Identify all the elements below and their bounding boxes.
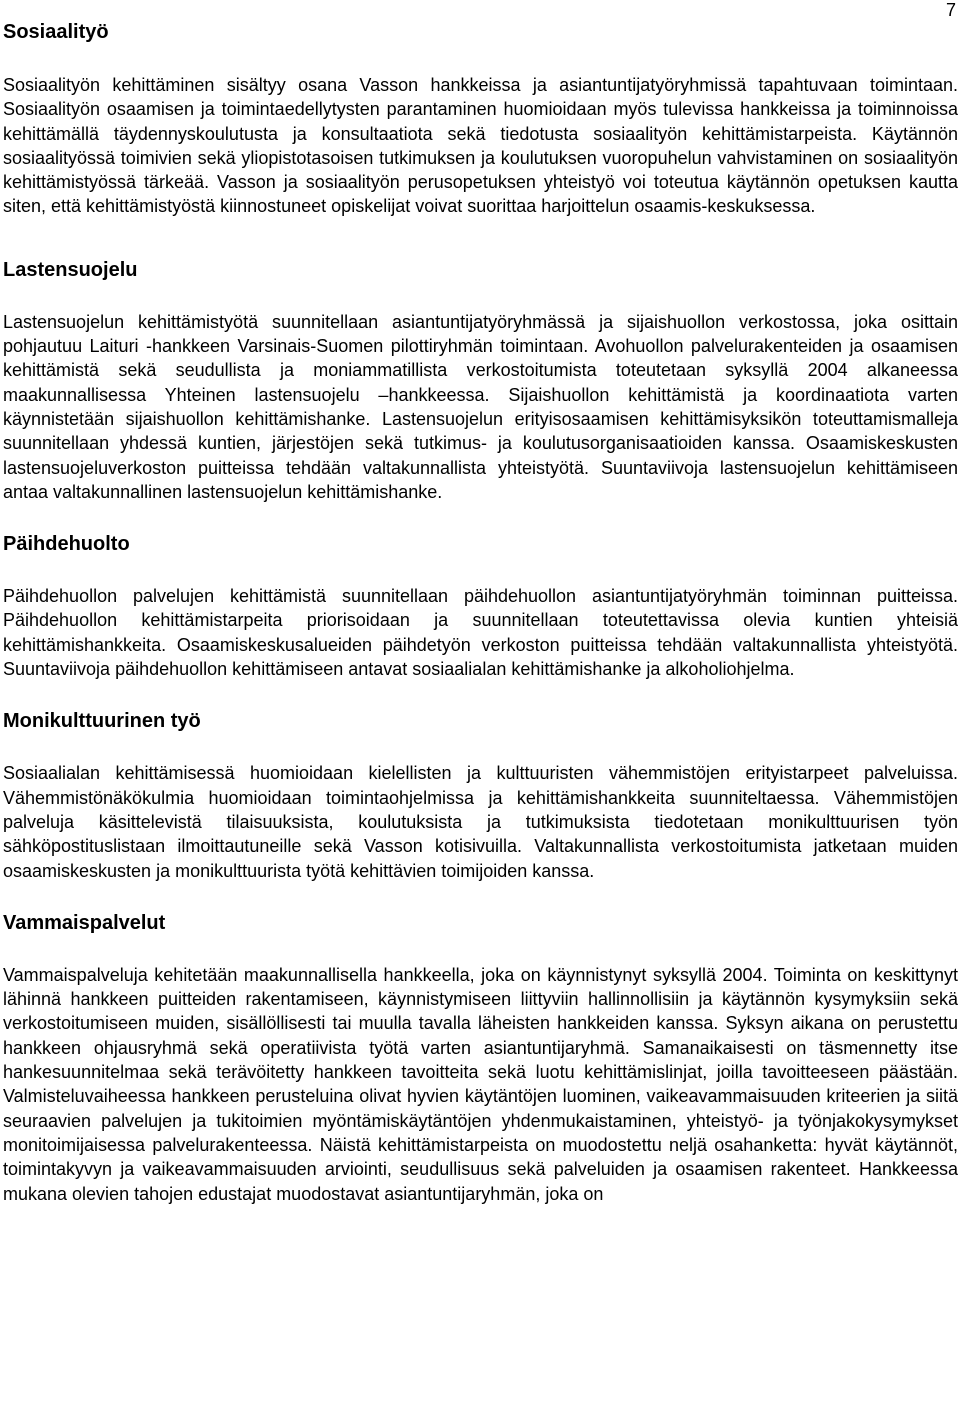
- section-lastensuojelu: [3, 258, 958, 504]
- document-content: [3, 18, 958, 1206]
- section-heading: Vammaispalvelut: [3, 911, 166, 934]
- section-sosiaalityo: [3, 20, 958, 219]
- section-paihdehuolto: [3, 532, 958, 681]
- section-paragraph: Lastensuojelun kehittämistyötä suunnitellaan asiantuntijatyöryhmässä ja sijaishuollon verkostossa, joka osittain pohjautuu Laituri -hankkeen Varsinais-Suomen pilottiryhmän toimintaan. Avohuollon palvelurakenteiden ja osaamisen kehittämistä sekä seudullista ja moniammatillista verkostoitumista toteutetaan syksyllä 2004 alkaneessa maakunnallisessa Yhteinen lastensuojelu –hankkeessa. Sijaishuollon kehittämistä ja koordinaatiota varten käynnistetään sijaishuollon kehittämishanke. Lastensuojelun erityisosaamisen kehittämisyksikön toteuttamismalleja suunnitellaan yhdessä kuntien, järjestöjen sekä tutkimus- ja koulutusorganisaatioiden kanssa. Osaamiskeskusten lastensuojeluverkoston puitteissa tehdään valtakunnallista yhteistyötä. Suuntaviivoja lastensuojelun kehittämiseen antaa valtakunnallinen lastensuojelun kehittämishanke.: [3, 311, 958, 502]
- section-vammaispalvelut: [3, 911, 958, 1206]
- section-paragraph: Vammaispalveluja kehitetään maakunnallisella hankkeella, joka on käynnistynyt syksyllä 2004. Toiminta on keskittynyt lähinnä hankkeen puitteiden rakentamiseen, käynnistymiseen liittyviin hallinnollisiin ja käytännön kysymyksiin sekä verkostoitumiseen muiden, sisällöllisesti tai muulla tavalla läheisten hankkeiden kanssa. Syksyn aikana on perustettu hankkeen ohjausryhmä sekä operatiivista työtä varten asiantuntijaryhmä. Samanaikaisesti on täsmennetty itse hankesuunnitelmaa sekä terävöitetty hankkeen tavoitteita sekä luotu kehittämislinjat, joilla tavoitteeseen päästään. Valmisteluvaiheessa hankkeen perusteluina olivat hyvien käytäntöjen luominen, vaikeavammaisuuden kriteerien ja siitä seuraavien palvelujen ja tukitoimien myöntämiskäytäntöjen yhdenmukaistaminen, yhteistyö- ja työnjakokysymykset monitoimijaisessa palvelurakenteessa. Näistä kehittämistarpeista on muodostettu neljä osahanketta: hyvät käytännöt, toimintakyvyn ja vaikeavammaisuuden arviointi, seudullisuus sekä palveluiden ja osaamisen rakenteet. Hankkeessa mukana olevien tahojen edustajat muodostavat asiantuntijaryhmän, joka on: [3, 964, 958, 1204]
- page-number: 7: [945, 0, 956, 20]
- section-paragraph: Sosiaalialan kehittämisessä huomioidaan kielellisten ja kulttuuristen vähemmistöjen erityistarpeet palveluissa. Vähemmistönäkökulmia huomioidaan toimintaohjelmissa ja kehittämishankkeita suunniteltaessa. Vähemmistöjen palveluja käsittelevistä tilaisuuksista, koulutuksista ja tutkimuksista tiedotetaan monikulttuurisen työn sähköpostituslistaan ilmoittautuneille sekä Vasson kotisivuilla. Valtakunnallista verkostoitumista jatketaan muiden osaamiskeskusten ja monikulttuurista työtä kehittävien toimijoiden kanssa.: [3, 763, 958, 881]
- section-paragraph: Sosiaalityön kehittäminen sisältyy osana Vasson hankkeissa ja asiantuntijatyöryhmissä tapahtuvaan toimintaan. Sosiaalityön osaamisen ja toimintaedellytysten parantaminen huomioidaan myös tulevissa hankkeissa ja toiminnoissa kehittämällä täydennyskoulutusta ja konsultaatiota sekä tiedotusta sosiaalityön kehittämistarpeista. Käytännön sosiaalityössä toimivien sekä yliopistotasoisen tutkimuksen ja koulutuksen vuoropuhelun vahvistaminen on sosiaalityön kehittämistyössä tärkeää. Vasson ja sosiaalityön perusopetuksen yhteistyö voi toteutua käytännön opetuksen kautta siten, että kehittämistyöstä kiinnostuneet opiskelijat voivat suorittaa harjoittelun osaamis-keskuksessa.: [3, 75, 958, 217]
- section-heading: Lastensuojelu: [3, 258, 138, 281]
- section-paragraph: Päihdehuollon palvelujen kehittämistä suunnitellaan päihdehuollon asiantuntijatyöryhmän toiminnan puitteissa. Päihdehuollon kehittämistarpeita priorisoidaan ja suunnitellaan toteutettavissa olevia kuntien yhteisiä kehittämishankkeita. Osaamiskeskusalueiden päihdetyön verkoston puitteissa tehdään valtakunnallista yhteistyötä. Suuntaviivoja päihdehuollon kehittämiseen antavat sosiaalialan kehittämishanke ja alkoholiohjelma.: [3, 586, 958, 680]
- section-monikulttuurinen-tyo: [3, 709, 958, 882]
- section-heading: Monikulttuurinen työ: [3, 710, 201, 733]
- section-heading: Sosiaalityö: [3, 21, 109, 43]
- section-heading: Päihdehuolto: [3, 533, 130, 556]
